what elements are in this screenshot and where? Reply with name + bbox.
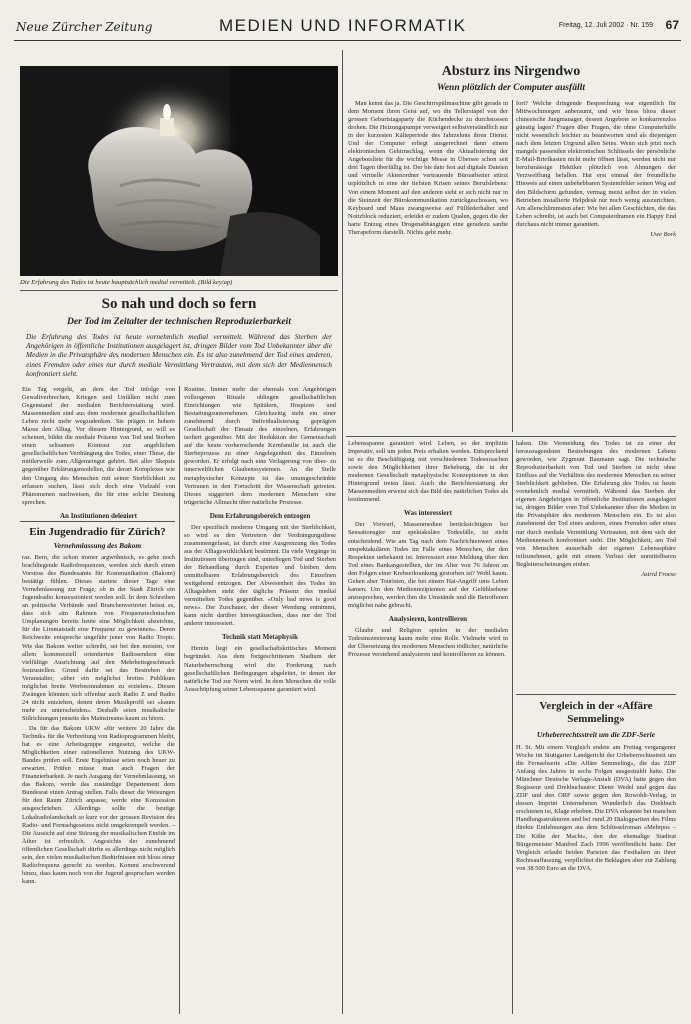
masthead: [14, 14, 681, 41]
photo-hands-candle: [20, 66, 338, 276]
lead-headline: So nah und doch so fern: [101, 296, 257, 312]
column-rule: [512, 440, 513, 1014]
lead-col2-subhead: Dem Erfahrungsbereich entzogen: [209, 511, 311, 520]
lead-col4-text: haben. Die Vermeidung des Todes ist zu einer der herausragendsten Bestrebungen des modernen Lebens geworden, wie Zygmunt Baumann sagt. Die technische Reproduzierbarkeit von Tod und Sterben ist nicht ohne Einfluss auf die Verhältnis des modernen Menschen zu seiner Sterblichkeit geblieben. Die Erfahrung des Todes ist heute vornehmlich medial vermittelt. Während das Sterben der eigenen Angehörigen in öffentliche Institutionen ausgelagert ist, dringen Bilder vom Tod Unbekannter über die Medien in die Privatsphäre des modernen Menschen ein. Es ist also zunehmend der Tod eines anderen, eines Fremden oder eines nur durch mediale Vermittlung Vertrauten, mit dem sich der Mediennensch konfrontiert sieht. Die Möglichkeit, am Tod von Menschen ausserhalb der eigenen Lebenssphäre teilzunehmen, geht mit einem Verlust der unmittelbaren Begleiterscheinungen einher.: [516, 440, 676, 568]
lead-column-2: [184, 386, 336, 1014]
column-rule: [512, 100, 513, 432]
absturz-author: Uwe Bork: [650, 230, 676, 238]
lead-col3c-text: Glaube und Religion spielen in der medialen Todesinszenierung kaum mehr eine Rolle. Vielmehr wird in der Übersetzung des modernen Menschen tödlicher, natürliche Prozesse verstehend analysieren und kontrollieren zu können.: [348, 626, 508, 659]
absturz-col2-text: fort? Welche dringende Besprechung war eigentlich für Mittwochmorgen anberaumt, und wie hiess bloss dieser chinesische Jungmanager, dessen Angebote so konkurrenzlos günstig lagen? Fragen über Fragen, die ohne Computerhilfe nicht wesentlich leichter zu beantworten sind als diejenigen nach dem letzten Urgrund allen Seins. Wenn sich jetzt noch mangels passenden elektronischen Schlüssels der persönliche E-Mail-Briefkasten nicht mehr öffnen lässt, werden nicht nur berufsmässige Hektiker plötzlich von Ahnungen der Verzweiflung befallen. Hat erst einmal der freundliche Hinweis auf einen unbehebbaren Systemfehler seinen Weg auf den Bildschirm gefunden, vermag meist selbst der in vielen Betrieben installierte Helpdesk nur noch wenig auszurichten. Am allerschlimmsten aber: Wie bei allen Geschichten, die das Leben schreibt, ist auch bei Computerdramen ein Happy End durchaus nicht immer garantiert.: [516, 100, 676, 228]
absturz-col1-text: Man kennt das ja. Die Geschirrspülmaschine gibt gerade in dem Moment ihren Geist auf, wo die Tellerstapel von der grossen Geburtstagsparty die Küchendecke zu durchstossen drohen. Die Heizungspumpe verweigert selbstverständlich nur in der kurzesten Kälteperiode des Jahrzehnts ihren Dienst. Und der Computer erliegt ausgerechnet dann einem elektronischen Gehirnschlag, wenn die Aktualisierung der Angebotsliste für die wichtige Messe in Übersee schon seit drei Tagen überfällig ist. Der bis dato fest auf digitale Dateien und virtuelle Aktenordner vertrauende Büroarbeiter stürzt urplötzlich in eine der tiefsten Krisen seines Berufslebens: Von einem Moment auf den anderen sieht er sich nicht nur in die Steinzeit der Bürokommunikation zurückgeschossen, wo Keyboard und Maus zwangsweise auf Füllfederhalter und Notizblock reduziert, erleidet er zudem Qualen, gegen die der harte Entzug eines Drogenabhängigen eine geradezu sanfte Therapeform darstellt. Nichts geht mehr.: [348, 100, 508, 236]
page-number: 67: [665, 18, 679, 32]
lead-column-3: [348, 440, 508, 1014]
section-title: MEDIEN UND INFORMATIK: [219, 16, 467, 35]
absturz-column-2: [516, 100, 676, 432]
radio-subtitle: Vernehmlassung des Bakom: [53, 541, 142, 550]
lead-author: Astrid Froese: [641, 570, 676, 578]
lead-col2c-text: Herein liegt ein gesellschaftskritisches Moment begründet. Aus dem fortgeschrittenen Stadium der Naturbeherrschung wird die Forderung nach gesellschaftlichen Bedingungen abgeleitet, in denen der natürliche Tod zur Norm wird. In dem Menschen die volle Ausschöpfung seiner Lebensspanne garantiert wird.: [184, 645, 336, 693]
semmeling-text: H. St. Mit einem Vergleich endete am Freitag vergangener Woche im Stuttgarter Landgericht der Urheberrechtsstreit um die Fernsehserie «Die Affäre Semmeling», die das ZDF Anfang des Jahres in sechs Folgen ausgestrahlt hatte. Die Münchner Deutsche Verlags-Anstalt (DVA) hatte gegen den Regisseur und Drehbuchautor Dieter Wedel und gegen das ZDF und den ORF sowie gegen den Rowohlt-Verlag, in dessen Imprint Unternehmen Wunderlich das Drehbuch erschienen ist, Klage erhoben. Die DVA erkannte bei manchen Handlungsstrukturen und bei rund 20 Dialogpartien des Films direkte Entlehnungen aus dem Schlüsselroman «Mehrpos – Die Kälte der Macht», den der ehemalige Stadtrat Bürgermeister Manfred Zach 1996 veröffentlicht hatte. Der Vergleich erlaubt beiden Parteien das Festhalten an ihrer Rechtsauffassung, verpflichtet die Beklagten aber zur Zahlung von 38 500 Euro an die DVA.: [516, 744, 676, 872]
lead-col1-text: Ein Tag vergeht, an dem der Tod infolge von Gewaltverbrechen, Kriegen und Unfällen nicht zum Gegenstand der medialen Berichterstattung wird. Massenmedien sind aus dem modernen gesellschaftlichen Leben nicht mehr wegzudenken. Sie prägen in hohem Masse den Alltag. Vor diesem Hintergrund, so will es scheinen, bildet die mediale Präsenz von Tod und Sterben einen seltsamen Kontrast zur angeblichen gesellschaftlichen Verdrängung des Todes, einer These, die mittlerweile zum Allgemeingut gehört. Bei aller Skepsis gegenüber Erklärungsmodellen, die derart Komplexes wie den Umgang des Menschen mit seiner Sterblichkeit zu erfassen suchen, lässt sich doch eine Vielzahl von Phänomenen nachweisen, die für eine solche Deutung sprechen.: [22, 386, 175, 506]
lead-intro: Die Erfahrung des Todes ist heute vornehmlich medial vermittelt. Während das Sterben der Angehörigen in öffentliche Institutionen ausgelagert ist, dringen Bilder vom Tod Unbekannter über die Medien in die Privatsphäre des modernen Menschen ein. Es ist also zunehmend der Tod eines anderen, eines Fremden oder eines nur durch mediale Vermittlung Vertrauten, mit dem sich der Mediennensch konfrontiert sieht.: [26, 332, 332, 378]
radio-text: raz. Bern, die schon immer argwöhnisch, es gebe noch brachliegende Radiofrequenzen, werden sich durch einen Vorstoss des Bundesamts für Kommunikation (Bakom) bestätigt fühlen. Dieses startete dieser Tage eine Vernehmlassung zur Frage, ob in der Stadt Zürich ein Jugendradio konzessioniert werden soll. In dem Schreiben an politische Verbände und Branchenvertreter heisst es, dass sich «im Rahmen von Frequenztechnischen Umplanungen bereits heute eine Möglichkeit abzeichne, für die Limmatstadt eine Frequenz zu gewinnen». Deren Reichweite entspreche ungefähr jener von Radio Tropic. Wie das Bakom weiter schreibt, sei bei den meisten, vor allem kommerziell orientierten Radiosendern eine vielfältige Ausrichtung auf den Mehrheitsgeschmack festzustellen. Grund dafür sei das Bestreben der Veranstalter, «über ein möglichst breites Publikum möglichst breite Werbeeinnahmen zu erzielen». Diesen Zwängen könnten sich offenbar auch Radio Z und Radio 24 nicht entziehen, denen deren Musikprofil sei «kaum mehr zu unterscheiden». Deshalb seien musikalische Stilrichtungen jenseits des Mainstreams kaum zu hören.: [22, 554, 175, 722]
lead-col3-text: Lebensspanne garantiert wird. Leben, so der implizite Imperativ, soll um jeden Preis erhalten werden. Entsprechend ist es die Beschäftigung mit verschiedenen Todesursachen sowie den Möglichkeiten ihrer Behebung, die in der modernen Gesellschaft metaphysische Konzeptionen in den Hintergrund treten lässt. Auch die Berichterstattung der Massenmedien erweist sich das Bild des natürlichen Todes als bestimmend.: [348, 440, 508, 504]
lead-col3b-text: Der Vorwurf, Massenmedien berücksichtigten bei Sensationsgier nur spektakuläre Todesfälle, ist nicht entscheidend. Wie am Tag nach dem Nachrichtenwert eines unspektakulären Todes im Falle eines Menschen, der den Respekten unbekannt ist. Interessiert eine Meldung über den Tod eines Bankangestellten, der im Alter von 76 Jahren an den Folgen einer Krebserkrankung gestorben ist? Wohl kaum. Gehen aber Touristen, die bei einem Hai-Angriff ums Leben kamen. Um den Medienrezipienten auf der Gefühlsebene anzusprechen, werden ihm die Umstände und die Betroffenen möglichst nahe gebracht.: [348, 521, 508, 609]
column-rule: [179, 386, 180, 1014]
lead-col3-subhead: Was interessiert: [404, 509, 452, 518]
radio-text-2: Da für das Bakom UKW «für weitere 20 Jahre die Technik» für die Verbreitung von Radioprogrammen bleibt, hat es eine Arbeitsgruppe eingesetzt, welche die Möglichkeiten einer rationelleren Nutzung des UKW-Bandes prüfen soll. Erste Ergebnisse seien noch heuer zu erwarten. Prüfen müsse man auch Fragen der Finanzierbarkeit. Je nach Ausgang der Vernehmlassung, so das Bakom, werde das zuständige Departement dem Bundesrat einen Antrag stellen. Falls dieser die Weisungen für den Raum Zürich anpasse, werde eine Konzession ausgeschrieben. Allerdings sollte die heutige Lokalradiolandschaft so kurz vor der grossen Revision des Radio- und Fernsehgesetzes nicht umgekrempelt werden. – Die Aussicht auf eine Störung der musikalischen Einöde im Äther ist erfreulich. Angesichts der zunehmend öffentlichen Gesellschaft dürfte es allerdings nicht möglich sein, den vielen musikalischen Bedürfnissen mit bloss einer Radiofrequenz gerecht zu werden. Kommt erschwerend hinzu, dass kaum noch von der Jugend gesprochen werden kann.: [22, 724, 175, 885]
semmeling-column: [516, 744, 676, 1014]
hands-candle-image: [20, 66, 338, 276]
absturz-column-1: [348, 100, 508, 432]
newspaper-name: Neue Zürcher Zeitung: [16, 20, 153, 34]
semmeling-subtitle: Urheberrechtsstreit um die ZDF-Serie: [536, 730, 656, 739]
issue-date: Freitag, 12. Juli 2002 · Nr. 159: [558, 22, 653, 29]
radio-column: [22, 554, 175, 1014]
divider: [516, 694, 676, 695]
lead-column-1: [22, 386, 175, 518]
column-rule: [342, 50, 343, 1014]
divider: [346, 436, 676, 437]
divider: [20, 521, 175, 522]
lead-col1-subhead: An Institutionen delegiert: [60, 511, 137, 518]
lead-col2-subhead-2: Technik statt Metaphysik: [222, 633, 298, 642]
lead-col2b-text: Der spezifisch moderne Umgang mit der Sterblichkeit, so wird es den Vertretern der Verdrängungsthese zusammengefasst, ist durch eine Ausgrenzung des Todes aus der Alltagswirklichkeit bestimmt. Da viele Vorgänge in Institutionen übertragen sind, unterliegen Tod und Sterben der Behandlung durch Experten und bleiben dem unmittelbaren Erfahrungsbereich des Einzelnen weitgehend entzogen. Der Abwesenheit des Todes im Alltagsleben steht der tägliche Präsenz des medial vermittelten Todes gegenüber. «Only bad news is good news». Der Zuschauer, der dieser Wendung entnimmt, kann nicht darüber hinwegtäuschen, dass nur der Tod anderer interessiert.: [184, 523, 336, 628]
divider: [20, 290, 338, 291]
semmeling-headline: Vergleich in der «Affäre Semmeling»: [539, 700, 653, 725]
lead-subtitle: Der Tod im Zeitalter der technischen Reproduzierbarkeit: [66, 316, 292, 327]
photo-caption: Die Erfahrung des Todes ist heute hauptsächlich medial vermittelt. (Bild key/ap): [20, 279, 233, 286]
lead-col2-text: Routine. Immer mehr der ehemals von Angehörigen vollzogenen Rituale obliegen gesellschaftlichen Einrichtungen wie Spitälern, Hospizen und Bestattungsunternehmen. Gleichzeitig steht ein einer zunehmend durch Individualisierung geprägten Gesellschaft der Einsatz des einzelnen, Erfahrungen isoliert gegenüber. Mit der Reduktion der Gemeinschaft auf die heute vorherrschende Kernfamilie ist auch die Sterbeprozess zu einer Angelegenheit des Einzelnen geworden. Er erfolgt nach eine Verlagerung von über- zu innerweltlichen Glaubenssystemen. An die Stelle metaphysischer Konzepte ist das unumgeschränkte Vertrauen in den Fortschritt der Wissenschaft getreten. Dieses suggeriert dem modernen Menschen eine trügerische Allmacht über natürliche Prozesse.: [184, 386, 336, 506]
absturz-subtitle: Wenn plötzlich der Computer ausfällt: [436, 82, 585, 93]
lead-column-4: [516, 440, 676, 690]
radio-headline: Ein Jugendradio für Zürich?: [29, 526, 166, 538]
lead-col3-subhead-2: Analysieren, kontrollieren: [388, 614, 468, 623]
absturz-headline: Absturz ins Nirgendwo: [441, 64, 581, 79]
